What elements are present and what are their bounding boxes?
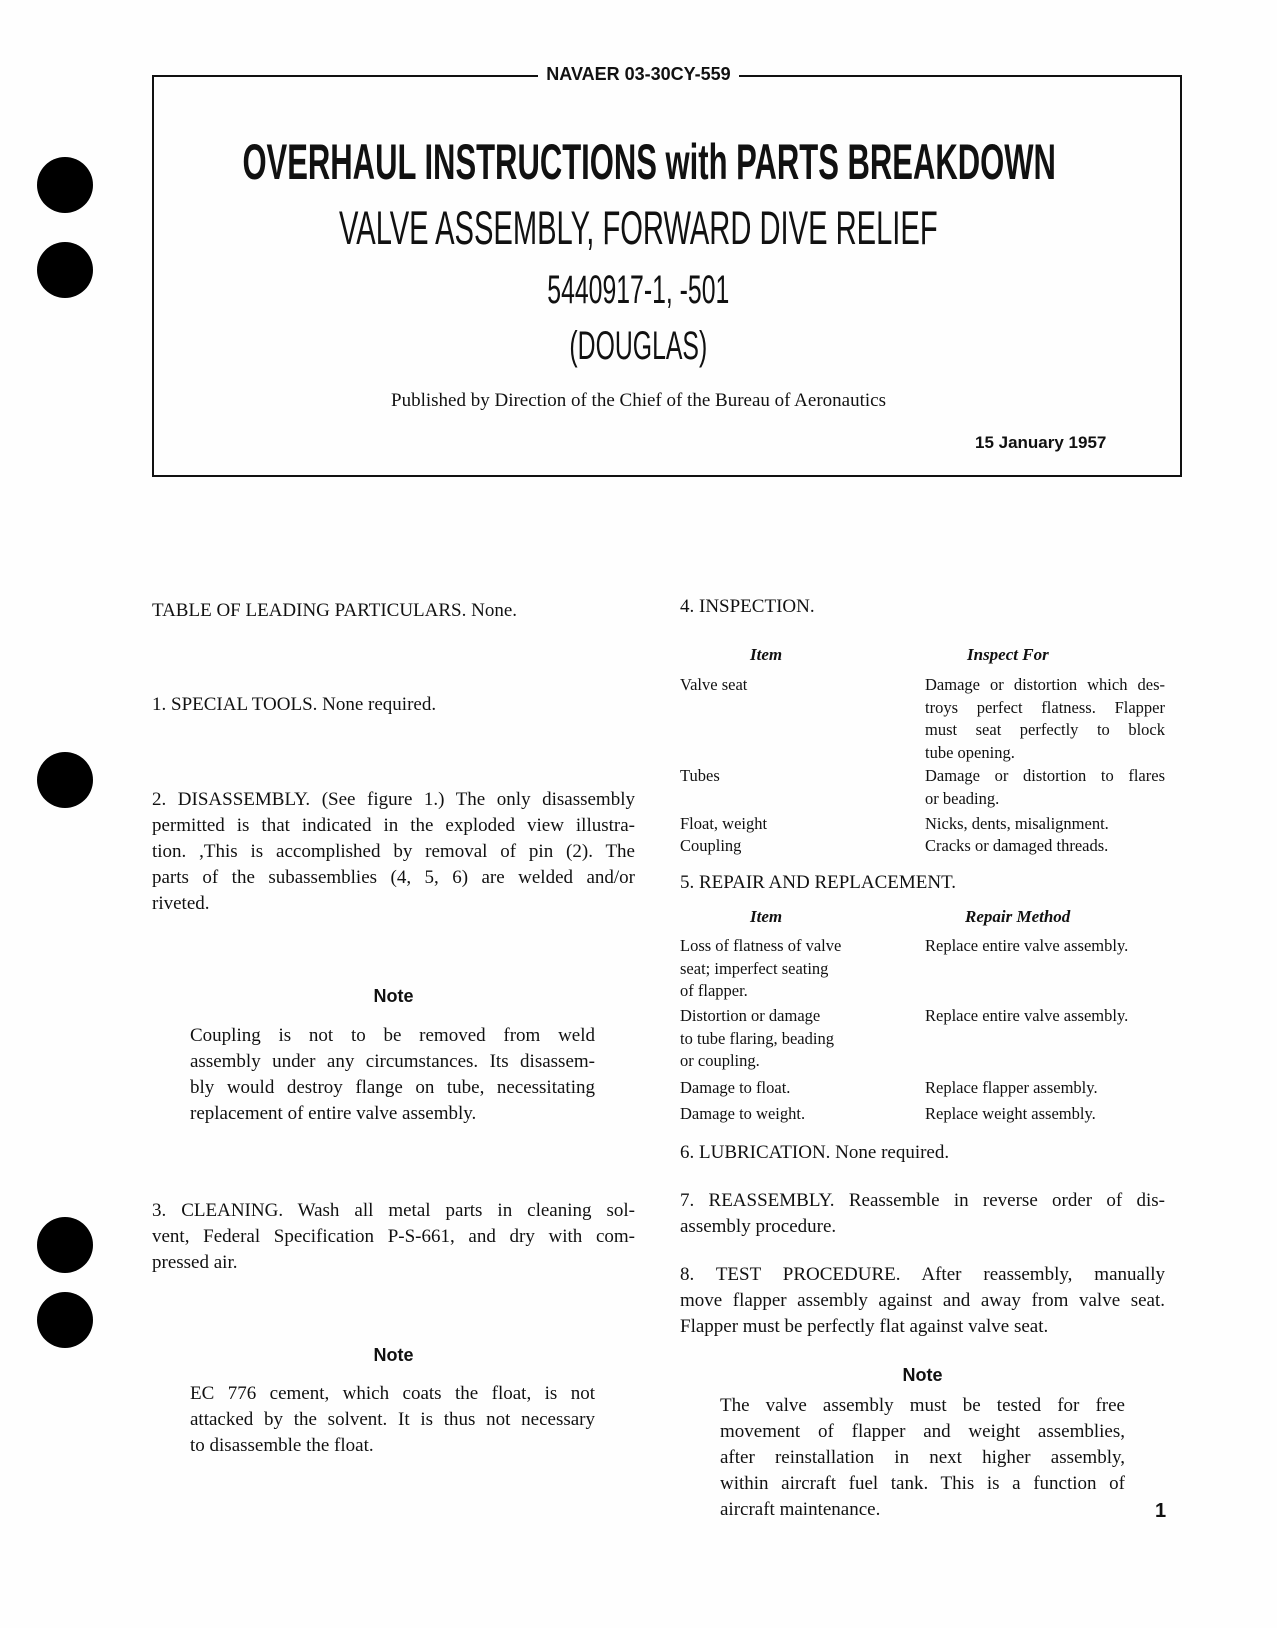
inspection-item: Coupling [680, 836, 742, 855]
repair-item [680, 1005, 834, 1073]
section-special-tools: 1. SPECIAL TOOLS. None required. [152, 694, 437, 715]
text-line: 3. CLEANING. Wash all metal parts in cleaning sol- [152, 1200, 635, 1221]
text-line: permitted is that indicated in the exploded view illustra- [152, 815, 635, 836]
text-line: Loss of flatness of valve [680, 936, 842, 955]
text-line: to tube flaring, beading [680, 1028, 834, 1048]
text-line: or coupling. [680, 1051, 760, 1070]
repair-method: Replace entire valve assembly. [925, 936, 1129, 955]
repair-col-item: Item [750, 907, 783, 926]
binder-hole [37, 1217, 93, 1273]
text-line: seat; imperfect seating [680, 958, 829, 978]
inspection-item: Float, weight [680, 814, 768, 833]
repair-item: Damage to weight. [680, 1104, 806, 1123]
section-lubrication: 6. LUBRICATION. None required. [680, 1142, 950, 1163]
part-numbers: 5440917-1, -501 [547, 268, 730, 312]
publication-date: 15 January 1957 [975, 433, 1107, 452]
text-line: vent, Federal Specification P-S-661, and dry with com- [152, 1226, 635, 1247]
section-reassembly [680, 1188, 1165, 1240]
manufacturer: (DOUGLAS) [569, 324, 708, 368]
subtitle: VALVE ASSEMBLY, FORWARD DIVE RELIEF [338, 201, 938, 254]
publisher-line: Published by Direction of the Chief of the Bureau of Aeronautics [391, 390, 886, 411]
binder-hole [37, 242, 93, 298]
text-line: aircraft maintenance. [720, 1499, 881, 1520]
text-line: replacement of entire valve assembly. [190, 1103, 477, 1124]
note-heading: Note [902, 1365, 943, 1385]
repair-col-method: Repair Method [965, 907, 1071, 926]
note-cement [190, 1381, 595, 1459]
text-line: movement of flapper and weight assemblies, [720, 1421, 1125, 1442]
text-line: assembly procedure. [680, 1216, 837, 1237]
text-line: or beading. [925, 788, 1000, 808]
inspection-criteria: Nicks, dents, misalignment. [925, 814, 1109, 833]
repair-item: Damage to float. [680, 1078, 791, 1097]
text-line: Distortion or damage [680, 1006, 821, 1025]
text-line: assembly under any circumstances. Its disassem- [190, 1051, 595, 1072]
text-line: within aircraft fuel tank. This is a function of [720, 1473, 1125, 1494]
note-heading: Note [373, 986, 414, 1006]
text-line: to disassemble the float. [190, 1435, 374, 1456]
text-line: Coupling is not to be removed from weld [190, 1025, 595, 1046]
text-line: tube opening. [925, 742, 1015, 762]
text-line: riveted. [152, 893, 210, 914]
text-line: troys perfect flatness. Flapper [925, 697, 1165, 717]
text-line: must seat perfectly to block [925, 720, 1165, 739]
repair-method: Replace entire valve assembly. [925, 1006, 1129, 1025]
text-line: 2. DISASSEMBLY. (See figure 1.) The only disassembly [152, 789, 635, 810]
section-repair: 5. REPAIR AND REPLACEMENT. [680, 872, 957, 893]
text-line: after reinstallation in next higher assembly, [720, 1447, 1125, 1468]
text-line: 7. REASSEMBLY. Reassemble in reverse order of dis- [680, 1190, 1165, 1211]
inspection-col-item: Item [750, 645, 783, 664]
text-line: of flapper. [680, 981, 748, 1000]
text-line: parts of the subassemblies (4, 5, 6) are welded and/or [152, 867, 635, 888]
inspection-item: Valve seat [680, 675, 748, 694]
text-line: Damage or distortion to flares [925, 766, 1165, 785]
page-number: 1 [1155, 1500, 1167, 1522]
note-test [720, 1393, 1125, 1523]
note-heading: Note [373, 1345, 414, 1365]
binder-hole [37, 752, 93, 808]
section-test-procedure [680, 1262, 1165, 1340]
repair-method: Replace weight assembly. [925, 1104, 1096, 1123]
inspection-item: Tubes [680, 766, 720, 785]
leading-particulars: TABLE OF LEADING PARTICULARS. None. [152, 600, 518, 621]
section-inspection: 4. INSPECTION. [680, 596, 815, 617]
text-line: tion. ,This is accomplished by removal of pin (2). The [152, 841, 635, 862]
page-title: OVERHAUL INSTRUCTIONS with PARTS BREAKDOWN [242, 134, 1056, 190]
text-line: Damage or distortion which des- [925, 675, 1165, 694]
section-disassembly [152, 787, 635, 917]
binder-hole [37, 1292, 93, 1348]
doc-number: NAVAER 03-30CY-559 [538, 64, 738, 84]
section-cleaning [152, 1198, 635, 1276]
binder-hole [37, 157, 93, 213]
inspection-criteria: Cracks or damaged threads. [925, 836, 1109, 855]
repair-item [680, 935, 841, 1003]
text-line: bly would destroy flange on tube, necessitating [190, 1077, 595, 1098]
text-line: 8. TEST PROCEDURE. After reassembly, manually [680, 1264, 1165, 1285]
inspection-criteria [925, 674, 1165, 764]
inspection-col-inspect-for: Inspect For [967, 645, 1049, 664]
text-line: pressed air. [152, 1252, 238, 1273]
text-line: move flapper assembly against and away from valve seat. [680, 1290, 1165, 1311]
inspection-criteria [925, 765, 1165, 810]
repair-method: Replace flapper assembly. [925, 1078, 1098, 1097]
text-line: Flapper must be perfectly flat against valve seat. [680, 1316, 1049, 1337]
note-coupling [190, 1023, 595, 1127]
text-line: attacked by the solvent. It is thus not necessary [190, 1409, 595, 1430]
text-line: EC 776 cement, which coats the float, is not [190, 1383, 595, 1404]
text-line: The valve assembly must be tested for free [720, 1395, 1125, 1416]
